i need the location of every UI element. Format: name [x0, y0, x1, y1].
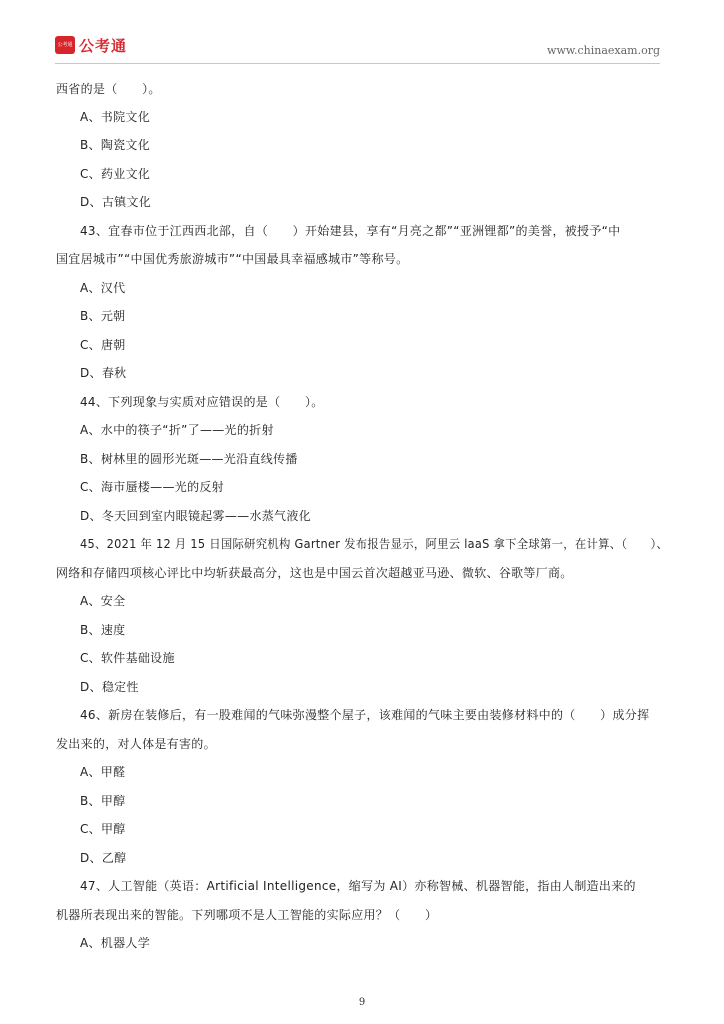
option-a: A、书院文化: [80, 110, 151, 124]
question-43-stem-cont: 国宜居城市”“中国优秀旅游城市”“中国最具幸福感城市”等称号。: [56, 252, 409, 266]
page-number: 9: [358, 997, 366, 1008]
question-47-stem: 47、人工智能（英语：Artificial Intelligence，缩写为 AI）亦称智械、机器智能，指由人制造出来的: [80, 879, 636, 893]
logo-text: 公考通: [79, 36, 128, 55]
option-c: C、海市蜃楼——光的反射: [80, 480, 224, 494]
option-a: A、水中的筷子“折”了——光的折射: [80, 423, 274, 437]
option-b: B、元朝: [80, 309, 126, 323]
option-d: D、古镇文化: [80, 195, 152, 209]
logo-badge-icon: 公考通: [55, 36, 75, 54]
option-a: A、安全: [80, 594, 126, 608]
option-c: C、药业文化: [80, 167, 151, 181]
option-a: A、汉代: [80, 281, 126, 295]
option-c: C、唐朝: [80, 338, 126, 352]
question-45-stem: 45、2021 年 12 月 15 日国际研究机构 Gartner 发布报告显示，阿里云 laaS 拿下全球第一，在计算、（ ）、: [80, 537, 669, 551]
question-46-stem-cont: 发出来的，对人体是有害的。: [56, 737, 216, 751]
option-c: C、甲醇: [80, 822, 126, 836]
option-d: D、稳定性: [80, 680, 139, 694]
option-c: C、软件基础设施: [80, 651, 175, 665]
option-a: A、甲醛: [80, 765, 126, 779]
option-b: B、陶瓷文化: [80, 138, 151, 152]
option-d: D、乙醇: [80, 851, 127, 865]
question-43-stem: 43、宜春市位于江西西北部，自（ ）开始建县，享有“月亮之都”“亚洲锂都”的美誉，被授予“中: [80, 224, 621, 238]
option-b: B、速度: [80, 623, 126, 637]
option-d: D、春秋: [80, 366, 127, 380]
question-44-stem: 44、下列现象与实质对应错误的是（ ）。: [80, 395, 324, 409]
option-a: A、机器人学: [80, 936, 151, 950]
question-45-stem-cont: 网络和存储四项核心评比中均斩获最高分，这也是中国云首次超越亚马逊、微软、谷歌等厂商。: [56, 566, 573, 580]
option-d: D、冬天回到室内眼镜起雾——水蒸气液化: [80, 509, 311, 523]
question-46-stem: 46、新房在装修后，有一股难闻的气味弥漫整个屋子，该难闻的气味主要由装修材料中的（ ）成分挥: [80, 708, 650, 722]
question-42-stem-end: 西省的是（ ）。: [56, 82, 161, 96]
site-url: www.chinaexam.org: [547, 44, 660, 57]
option-b: B、树林里的圆形光斑——光沿直线传播: [80, 452, 298, 466]
option-b: B、甲醇: [80, 794, 126, 808]
question-47-stem-cont: 机器所表现出来的智能。下列哪项不是人工智能的实际应用？（ ）: [56, 908, 438, 922]
